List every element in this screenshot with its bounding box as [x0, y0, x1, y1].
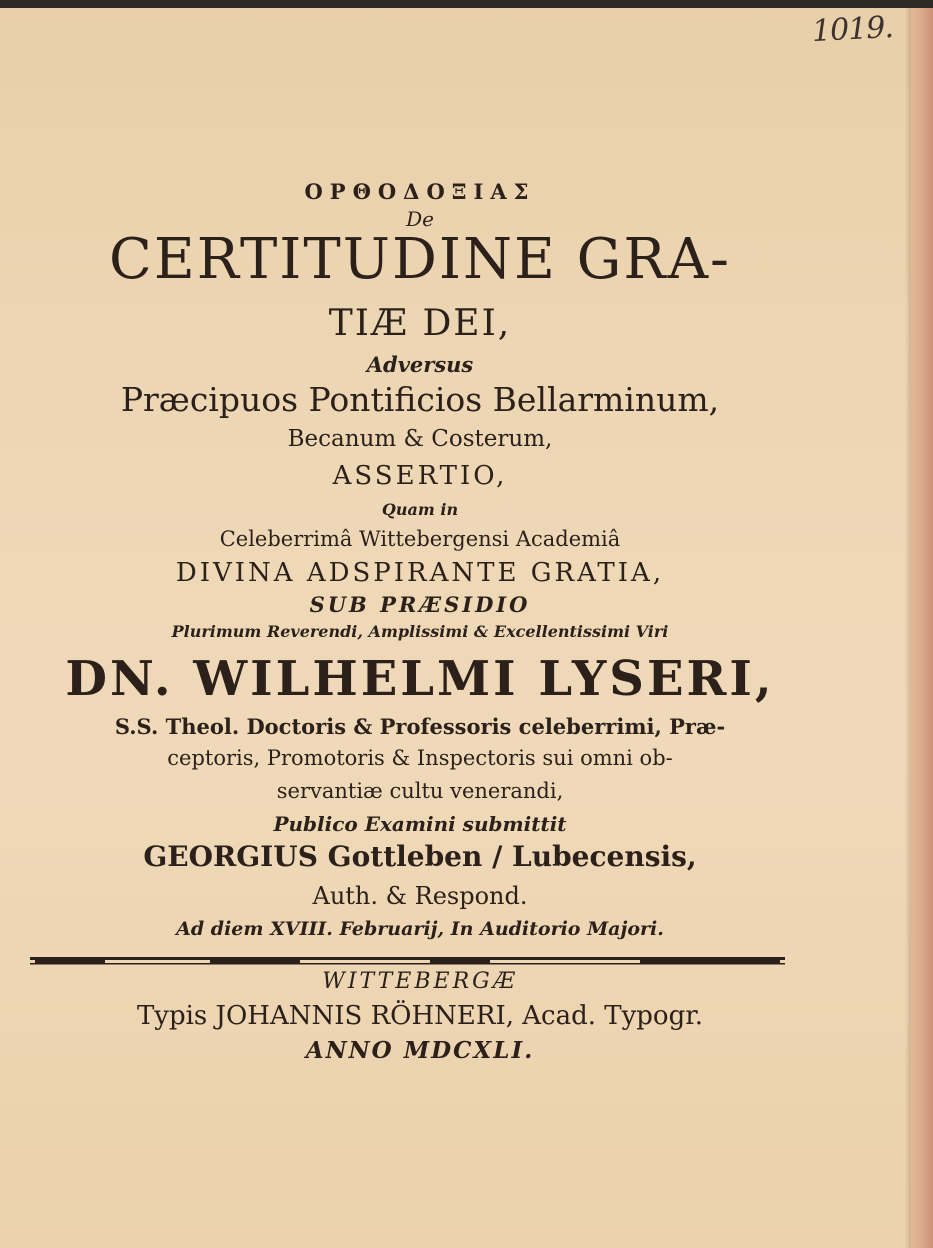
date-line: Ad diem XVIII. Februarij, In Auditorio Majori. — [176, 918, 664, 940]
title-line-1: CERTITUDINE GRA- — [109, 227, 731, 292]
title-preposition: De — [406, 207, 434, 231]
title-line-2: TIÆ DEI, — [328, 303, 512, 344]
praeses-title-2: ceptoris, Promotoris & Inspectoris sui omni ob- — [167, 746, 673, 770]
imprint-year: ANNO MDCXLI. — [305, 1037, 535, 1064]
divina-line: DIVINA ADSPIRANTE GRATIA, — [175, 558, 665, 588]
respondent-name: GEORGIUS Gottleben / Lubecensis, — [143, 840, 697, 873]
assertio-line: ASSERTIO, — [332, 461, 508, 491]
honorifics-line: Plurimum Reverendi, Amplissimi & Excellentissimi Viri — [171, 622, 669, 641]
auth-respond-line: Auth. & Respond. — [312, 882, 528, 910]
sub-praesidio-line: SUB PRÆSIDIO — [309, 592, 531, 617]
praeses-title-1: S.S. Theol. Doctoris & Professoris celeberrimi, Præ- — [114, 714, 726, 739]
opponents-line: Præcipuos Pontificios Bellarminum, — [120, 380, 720, 419]
greek-heading: ΟΡΘΟΔΟΞΙΑΣ — [304, 179, 536, 204]
quam-in-line: Quam in — [381, 500, 459, 519]
handwritten-shelfmark: 1019. — [811, 9, 894, 50]
imprint-place: WITTEBERGÆ — [322, 969, 518, 994]
praeses-name: DN. WILHELMI LYSERI, — [65, 651, 775, 707]
imprint-printer: Typis JOHANNIS RÖHNERI, Acad. Typogr. — [136, 1001, 704, 1031]
scan-top-edge — [0, 0, 933, 8]
praeses-title-3: servantiæ cultu venerandi, — [276, 779, 564, 803]
next-page-edge — [911, 8, 933, 1248]
publico-line: Publico Examini submittit — [273, 812, 567, 836]
ornamental-rule — [30, 955, 785, 968]
academy-line: Celeberrimâ Wittebergensi Academiâ — [219, 527, 621, 551]
opponents-line-2: Becanum & Costerum, — [287, 426, 553, 452]
adversus-line: Adversus — [366, 352, 474, 377]
